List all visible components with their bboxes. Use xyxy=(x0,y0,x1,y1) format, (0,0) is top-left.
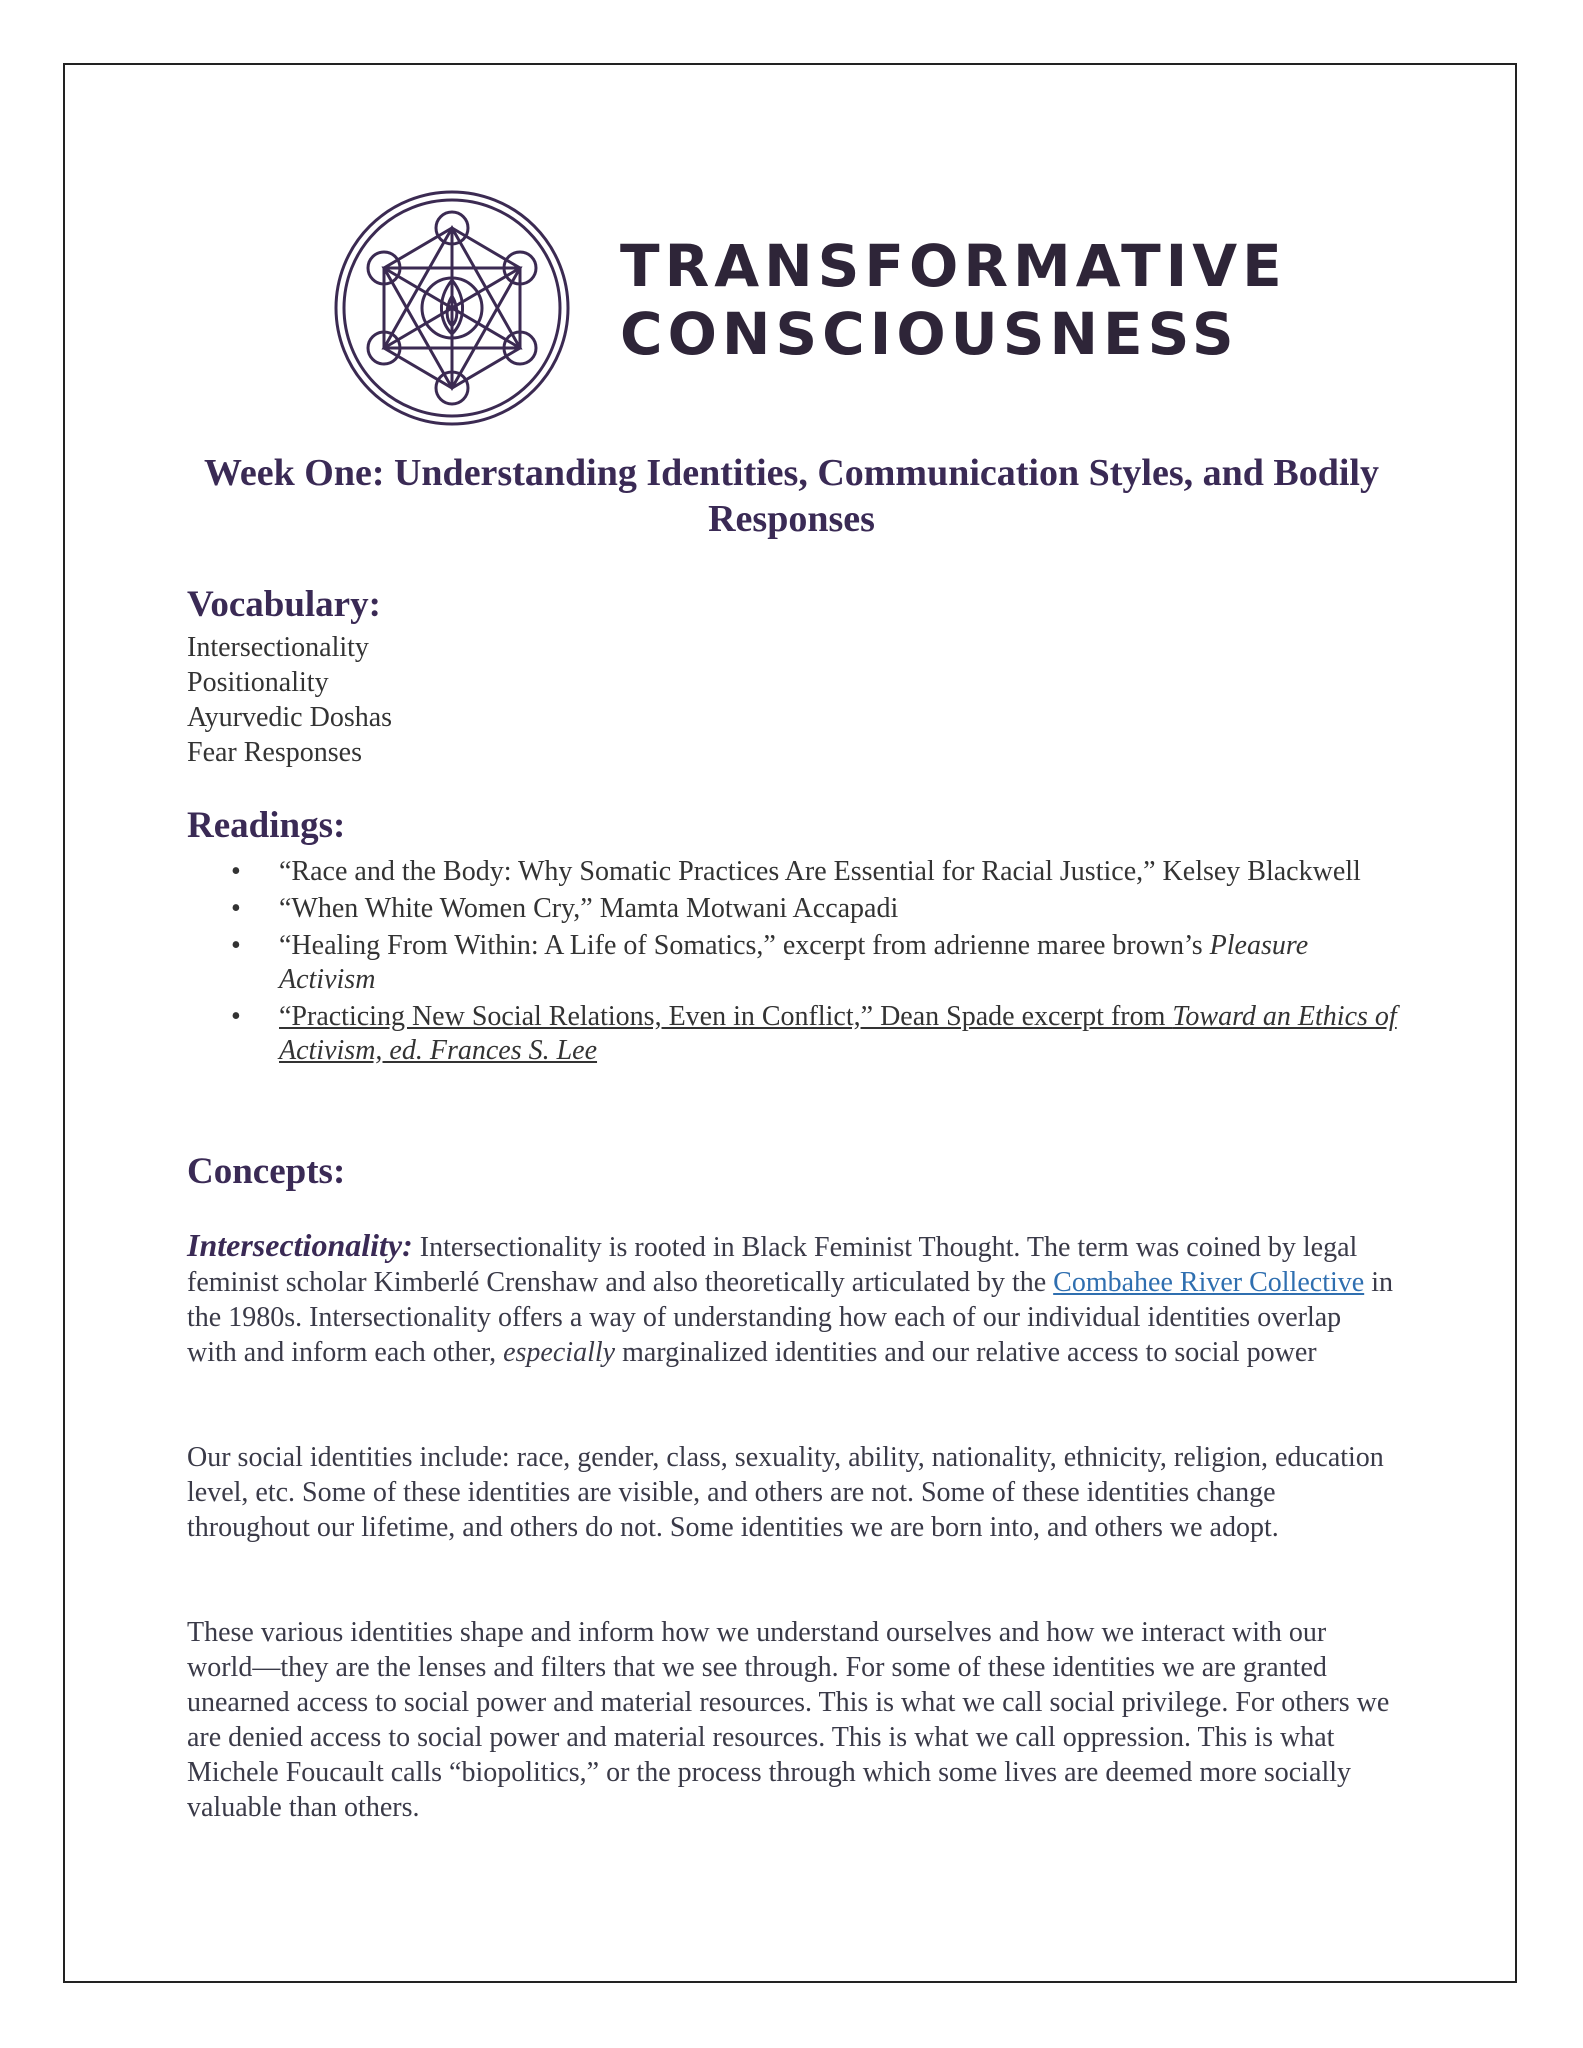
reading-item xyxy=(187,929,1407,997)
metatron-cube-flame-icon xyxy=(332,188,572,428)
bullet-icon: • xyxy=(231,856,241,887)
combahee-link[interactable]: Combahee River Collective xyxy=(1053,1267,1365,1298)
reading-text: “When White Women Cry,” Mamta Motwani Accapadi xyxy=(279,893,899,924)
readings-list xyxy=(187,855,1407,1071)
concept-term: Intersectionality: xyxy=(187,1227,413,1263)
paragraph-text: marginalized identities and our relative access to social power xyxy=(615,1337,1317,1368)
reading-text: “Healing From Within: A Life of Somatics,” excerpt from adrienne maree brown’s xyxy=(279,930,1210,961)
paragraph-text: Intersectionality is rooted in Black Feminist Thought. The term was coined by legal feminist scholar Kimberlé Crenshaw and also theoretically articulated by the xyxy=(187,1232,1358,1298)
concepts-heading: Concepts: xyxy=(187,1151,346,1192)
brand-line-2: CONSCIOUSNESS xyxy=(620,300,1239,368)
emphasis-text: especially xyxy=(503,1337,616,1368)
vocabulary-list xyxy=(187,630,392,770)
reading-item xyxy=(187,892,1407,926)
reading-text[interactable]: “Practicing New Social Relations, Even in Conflict,” Dean Spade excerpt from xyxy=(279,1001,1173,1032)
readings-heading: Readings: xyxy=(187,805,346,846)
vocabulary-item: Intersectionality xyxy=(187,632,369,663)
page-title: Week One: Understanding Identities, Communication Styles, and Bodily Responses xyxy=(204,452,1379,540)
vocabulary-heading: Vocabulary: xyxy=(187,584,381,625)
reading-book-title: Pleasure Activism xyxy=(279,930,1309,995)
brand-name xyxy=(620,232,1287,368)
reading-item-link[interactable] xyxy=(187,1000,1407,1068)
bullet-icon: • xyxy=(231,930,241,961)
bullet-icon: • xyxy=(231,1001,241,1032)
vocabulary-item: Fear Responses xyxy=(187,737,362,768)
brand-line-1: TRANSFORMATIVE xyxy=(620,232,1287,300)
identities-paragraph: Our social identities include: race, gender, class, sexuality, ability, nationality, ethnicity, religion, education level, etc. Some of these identities are visible, and others are not. Some of these identities change throughout our lifetime, and others do not. Some identities we are born into, and others we adopt. xyxy=(187,1442,1384,1543)
vocabulary-item: Positionality xyxy=(187,667,329,698)
reading-book-title[interactable]: Toward an Ethics of Activism, ed. Frances S. Lee xyxy=(279,1001,1397,1066)
reading-text: “Race and the Body: Why Somatic Practices Are Essential for Racial Justice,” Kelsey Blackwell xyxy=(279,856,1361,887)
vocabulary-item: Ayurvedic Doshas xyxy=(187,702,393,733)
privilege-paragraph: These various identities shape and inform how we understand ourselves and how we interact with our world—they are the lenses and filters that we see through. For some of these identities we are granted unearned access to social power and material resources. This is what we call social privilege. For others we are denied access to social power and material resources. This is what we call oppression. This is what Michele Foucault calls “biopolitics,” or the process through which some lives are deemed more socially valuable than others. xyxy=(187,1617,1390,1823)
intersectionality-paragraph xyxy=(187,1228,1397,1370)
reading-item xyxy=(187,855,1407,889)
bullet-icon: • xyxy=(231,893,241,924)
paragraph-text: in the 1980s. Intersectionality offers a way of understanding how each of our individual identities overlap with and inform each other, xyxy=(187,1267,1393,1368)
